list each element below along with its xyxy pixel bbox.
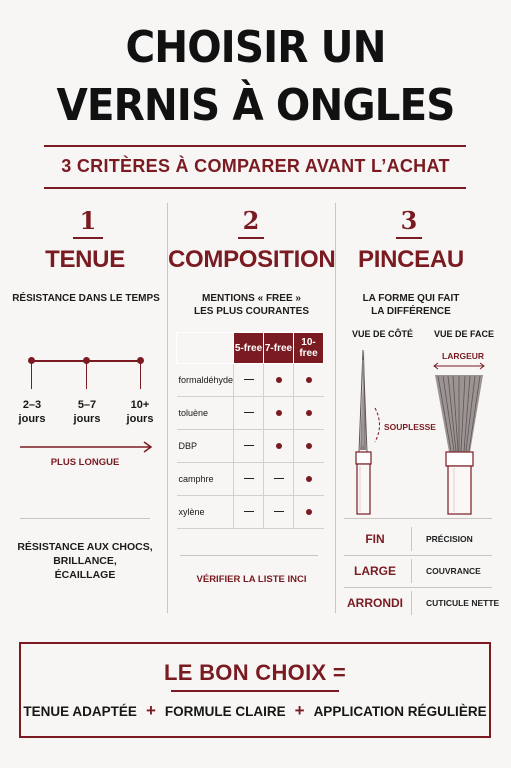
- ingredient-name: toluène: [177, 397, 234, 430]
- excluded-dot-icon: [276, 410, 282, 416]
- ingredient-name: DBP: [177, 430, 234, 463]
- table-row: [177, 430, 324, 463]
- excluded-dot-icon: [276, 377, 282, 383]
- result-part-1: TENUE ADAPTÉE: [23, 704, 137, 719]
- brush-row-separator: [411, 527, 412, 551]
- table-cell: [234, 364, 264, 397]
- timeline-label-3-unit: jours: [126, 413, 154, 425]
- longer-arrow-icon: [20, 440, 155, 454]
- arrow-label: PLUS LONGUE: [50, 457, 120, 468]
- brush-row-separator: [411, 559, 412, 583]
- title-line-1: CHOISIR UN: [125, 22, 386, 73]
- not-excluded-dash-icon: [244, 412, 254, 413]
- table-row: [177, 397, 324, 430]
- criterion-3-subheading-line-2: LA DIFFÉRENCE: [371, 306, 451, 317]
- col1-footer-line-2: BRILLANCE,: [53, 555, 117, 567]
- plus-sign-1: +: [145, 701, 156, 720]
- table-cell: [264, 364, 294, 397]
- table-cell: [234, 496, 264, 529]
- table-row: [177, 496, 324, 529]
- free-table-header-7: 7-free: [264, 333, 294, 364]
- criterion-3-subheading: [336, 292, 486, 318]
- ingredient-name: xylène: [177, 496, 234, 529]
- brush-benefit: CUTICULE NETTE: [426, 598, 500, 608]
- table-row: [177, 463, 324, 496]
- table-cell: [264, 496, 294, 529]
- brush-type-label: FIN: [365, 532, 385, 546]
- not-excluded-dash-icon: [244, 445, 254, 446]
- table-cell: [264, 430, 294, 463]
- subtitle-top-rule: [44, 145, 466, 147]
- col1-footer-line-1: RÉSISTANCE AUX CHOCS,: [17, 541, 153, 553]
- width-label: LARGEUR: [442, 351, 485, 361]
- front-view-label: VUE DE FACE: [434, 329, 495, 339]
- width-arrow-icon: [434, 363, 484, 369]
- criterion-1-number-underline: [73, 237, 103, 239]
- brush-type-label: LARGE: [354, 564, 396, 578]
- subtitle-bottom-rule: [44, 187, 466, 189]
- table-cell: [293, 496, 323, 529]
- table-row: [177, 364, 324, 397]
- flex-label: SOUPLESSE: [384, 422, 436, 432]
- timeline-label-2-unit: jours: [73, 413, 101, 425]
- free-table-header-10: 10-free: [293, 333, 323, 364]
- criterion-1-number: 1: [79, 206, 97, 235]
- criterion-1-subheading: RÉSISTANCE DANS LE TEMPS: [12, 293, 160, 304]
- criterion-3-heading: PINCEAU: [358, 246, 464, 273]
- side-brush-icon: [356, 350, 371, 514]
- timeline-tick-3: [140, 363, 141, 389]
- timeline-tick-2: [86, 363, 87, 389]
- table-cell: [293, 364, 323, 397]
- criterion-3-subheading-line-1: LA FORME QUI FAIT: [362, 293, 460, 304]
- not-excluded-dash-icon: [244, 478, 254, 479]
- table-cell: [293, 397, 323, 430]
- criterion-2-subheading: [168, 292, 335, 318]
- not-excluded-dash-icon: [274, 478, 284, 479]
- brush-row-separator: [411, 591, 412, 615]
- excluded-dot-icon: [306, 476, 312, 482]
- ingredient-name: camphre: [177, 463, 234, 496]
- result-box: [19, 642, 491, 738]
- excluded-dot-icon: [306, 509, 312, 515]
- timeline-label-3: [120, 398, 160, 426]
- brush-row-rule: [344, 555, 492, 556]
- col2-footer: VÉRIFIER LA LISTE INCI: [196, 574, 307, 585]
- flex-curve-icon: [375, 408, 380, 442]
- col1-footer: [0, 540, 170, 582]
- table-cell: [234, 430, 264, 463]
- result-title: LE BON CHOIX =: [163, 660, 347, 685]
- free-table-header-5: 5-free: [234, 333, 264, 364]
- table-cell: [264, 463, 294, 496]
- brush-benefit: PRÉCISION: [426, 534, 473, 544]
- table-cell: [264, 397, 294, 430]
- brush-benefit: COUVRANCE: [426, 566, 481, 576]
- excluded-dot-icon: [306, 377, 312, 383]
- title-line-2: VERNIS À ONGLES: [56, 80, 455, 131]
- ingredient-name: formaldéhyde: [177, 364, 234, 397]
- timeline-label-2: [67, 398, 107, 426]
- free-table-corner: [177, 333, 234, 364]
- excluded-dot-icon: [276, 443, 282, 449]
- timeline-label-3-value: 10+: [130, 399, 150, 411]
- not-excluded-dash-icon: [244, 511, 254, 512]
- subtitle: 3 CRITÈRES À COMPARER AVANT L’ACHAT: [61, 156, 450, 176]
- excluded-dot-icon: [306, 443, 312, 449]
- timeline-label-1-unit: jours: [18, 413, 46, 425]
- col1-footer-line-3: ÉCAILLAGE: [54, 569, 116, 581]
- criterion-3-number: 3: [400, 206, 418, 235]
- result-part-2: FORMULE CLAIRE: [164, 704, 286, 719]
- criterion-2-heading: COMPOSITION: [168, 246, 336, 273]
- result-part-3: APPLICATION RÉGULIÈRE: [313, 704, 487, 719]
- free-table-header-row: [177, 333, 324, 364]
- table-cell: [293, 463, 323, 496]
- criterion-1-heading: TENUE: [45, 246, 125, 273]
- result-title-underline: [171, 690, 339, 692]
- brush-table-top-rule: [344, 518, 492, 519]
- free-table: [176, 332, 324, 529]
- table-cell: [293, 430, 323, 463]
- result-formula: [21, 701, 489, 721]
- plus-sign-2: +: [294, 701, 305, 720]
- front-brush-icon: [435, 375, 483, 514]
- not-excluded-dash-icon: [244, 379, 254, 380]
- criterion-2-number: 2: [242, 206, 260, 235]
- timeline-label-2-value: 5–7: [77, 399, 97, 411]
- timeline-tick-1: [31, 363, 32, 389]
- criterion-2-subheading-line-1: MENTIONS « FREE »: [202, 293, 301, 304]
- timeline-label-1-value: 2–3: [22, 399, 42, 411]
- side-view-label: VUE DE CÔTÉ: [352, 329, 414, 339]
- criterion-3-number-underline: [396, 237, 422, 239]
- table-cell: [234, 397, 264, 430]
- criterion-2-number-underline: [238, 237, 264, 239]
- not-excluded-dash-icon: [274, 511, 284, 512]
- col1-footer-rule: [20, 518, 150, 519]
- criterion-2-subheading-line-2: LES PLUS COURANTES: [193, 306, 309, 317]
- col2-footer-rule: [180, 555, 318, 556]
- table-cell: [234, 463, 264, 496]
- brush-row-rule: [344, 587, 492, 588]
- excluded-dot-icon: [306, 410, 312, 416]
- brush-type-label: ARRONDI: [347, 596, 403, 610]
- timeline-label-1: [12, 398, 52, 426]
